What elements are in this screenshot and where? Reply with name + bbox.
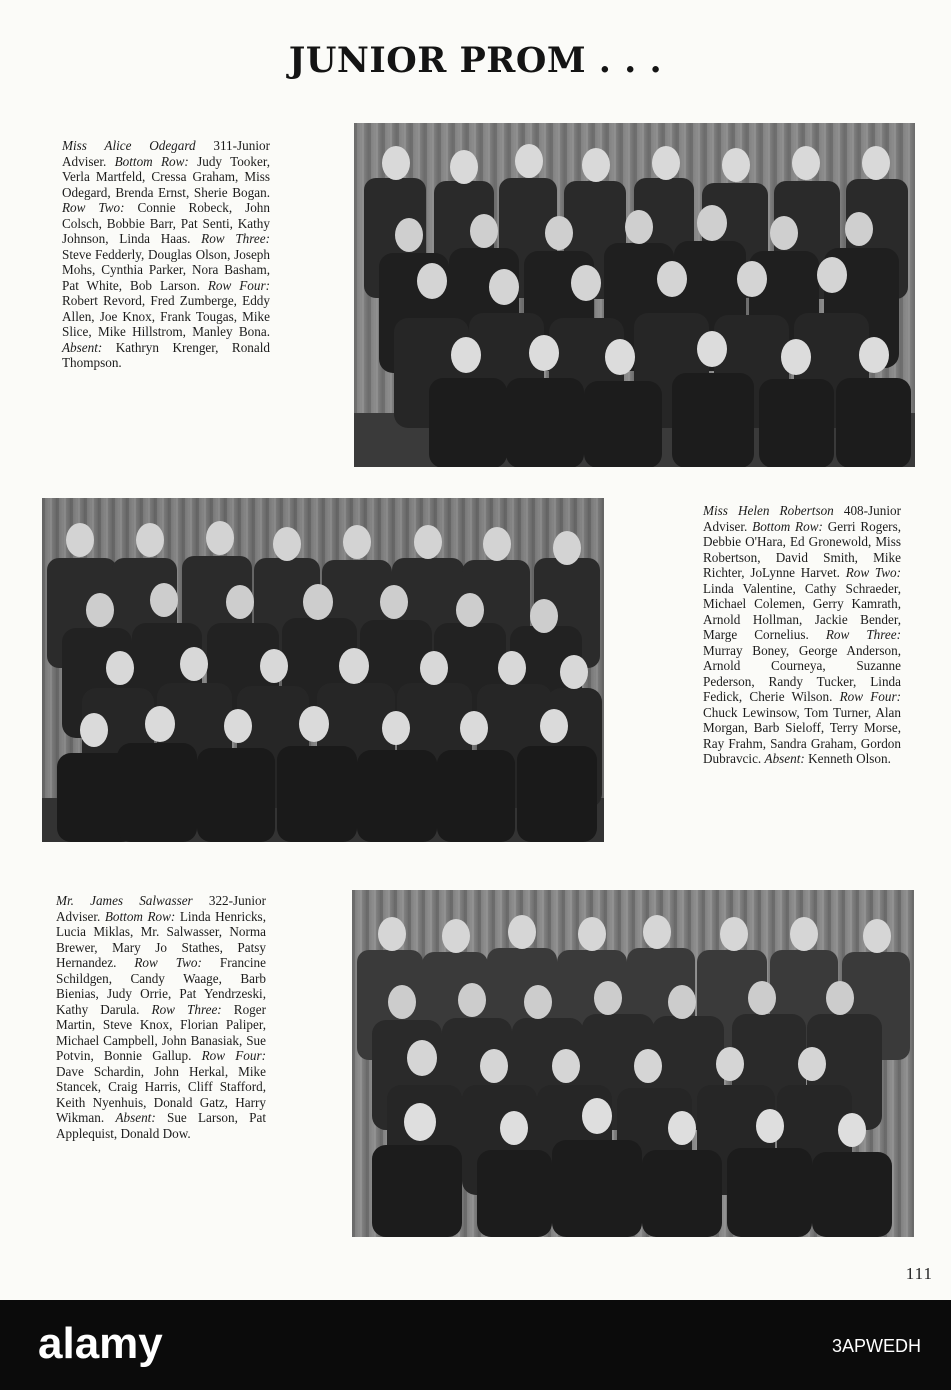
row-label: Row Two: (134, 955, 202, 970)
row-label: Row Four: (201, 1048, 266, 1063)
row-names: Kathryn Krenger, Ronald Thompson. (62, 339, 271, 370)
row-label: Absent: (764, 751, 805, 766)
row-names: Gerri Rogers, Debbie O'Hara, Ed Gronewold, Miss Robertson, David Smith, Mike Richter, JoLynne Harvet. (703, 518, 901, 580)
page-number: 111 (905, 1264, 933, 1283)
row-names: Judy Tooker, Verla Martfeld, Cressa Graham, Miss Odegard, Brenda Ernst, Sherie Bogan. (62, 153, 270, 200)
row-label: Bottom Row: (104, 908, 176, 924)
page-title: JUNIOR PROM . . . (288, 40, 663, 81)
row-label: Row Two: (845, 565, 902, 580)
row-names: Steve Fedderly, Douglas Olson, Joseph Mohs, Cynthia Parker, Nora Basham, Pat White, Bob Larson. (62, 246, 270, 293)
row-label: Row Three: (825, 627, 901, 642)
adviser-room: 311-Junior Adviser. (62, 138, 270, 169)
group-photo-graphic (42, 498, 604, 842)
group-photo-graphic (354, 123, 915, 467)
adviser-name: Miss Alice Odegard (62, 138, 196, 153)
row-names: Kenneth Olson. (808, 751, 891, 766)
caption-robertson (703, 503, 901, 767)
group-photo-graphic (352, 890, 914, 1237)
stock-logo-text: alamy (38, 1320, 163, 1368)
row-label: Row Three: (151, 1001, 222, 1017)
row-label: Bottom Row: (752, 518, 823, 534)
adviser-room: 322-Junior Adviser. (56, 893, 267, 924)
row-label: Row Four: (839, 689, 901, 704)
row-names: Linda Valentine, Cathy Schraeder, Michael Colemen, Gerry Kamrath, Arnold Hollman, Jackie Bender, Marge Cornelius. (703, 580, 901, 642)
row-names: Chuck Lewinsow, Tom Turner, Alan Morgan, Barb Sieloff, Terry Morse, Ray Frahm, Sandra Graham, Gordon Dubravcic. (703, 704, 901, 766)
stock-image-id: 3APWEDH (831, 1336, 921, 1356)
caption-odegard (62, 138, 270, 371)
row-label: Bottom Row: (114, 153, 189, 169)
row-label: Row Two: (62, 200, 125, 215)
class-photo-robertson (42, 498, 604, 842)
row-names: Robert Revord, Fred Zumberge, Eddy Allen, Joe Knox, Frank Tougas, Mike Slice, Mike Hillstrom, Manley Bona. (62, 293, 270, 339)
row-label: Absent: (115, 1110, 156, 1125)
row-names: Linda Henricks, Lucia Miklas, Mr. Salwasser, Norma Brewer, Mary Jo Stathes, Patsy Hernandez. (56, 908, 266, 970)
class-photo-salwasser (352, 890, 914, 1237)
alamy-logo-icon (38, 1320, 238, 1370)
row-names: Connie Robeck, John Colsch, Bobbie Barr, Pat Senti, Kathy Johnson, Linda Haas. (62, 200, 270, 246)
row-names: Francine Schildgen, Candy Waage, Barb Bienias, Judy Orrie, Pat Yendrzeski, Kathy Darula. (56, 955, 266, 1017)
row-names: Roger Martin, Steve Knox, Florian Paliper, Michael Campbell, John Banasiak, Sue Potvin, Bonnie Gallup. (56, 1001, 267, 1063)
row-label: Row Four: (207, 277, 270, 293)
row-label: Row Three: (201, 231, 271, 246)
row-names: Murray Boney, George Anderson, Arnold Courneya, Suzanne Pederson, Randy Tucker, Linda Fedick, Cherie Wilson. (703, 642, 901, 704)
row-names: Dave Schardin, John Herkal, Mike Stancek, Craig Harris, Cliff Stafford, Keith Nyenhuis, Donald Gatz, Harry Wikman. (56, 1063, 266, 1125)
adviser-room: 408-Junior Adviser. (703, 503, 901, 534)
caption-salwasser (56, 893, 266, 1141)
class-photo-odegard (354, 123, 915, 467)
adviser-name: Mr. James Salwasser (56, 893, 193, 908)
adviser-name: Miss Helen Robertson (703, 503, 834, 518)
row-names: Sue Larson, Pat Applequist, Donald Dow. (56, 1110, 267, 1141)
row-label: Absent: (62, 339, 103, 355)
